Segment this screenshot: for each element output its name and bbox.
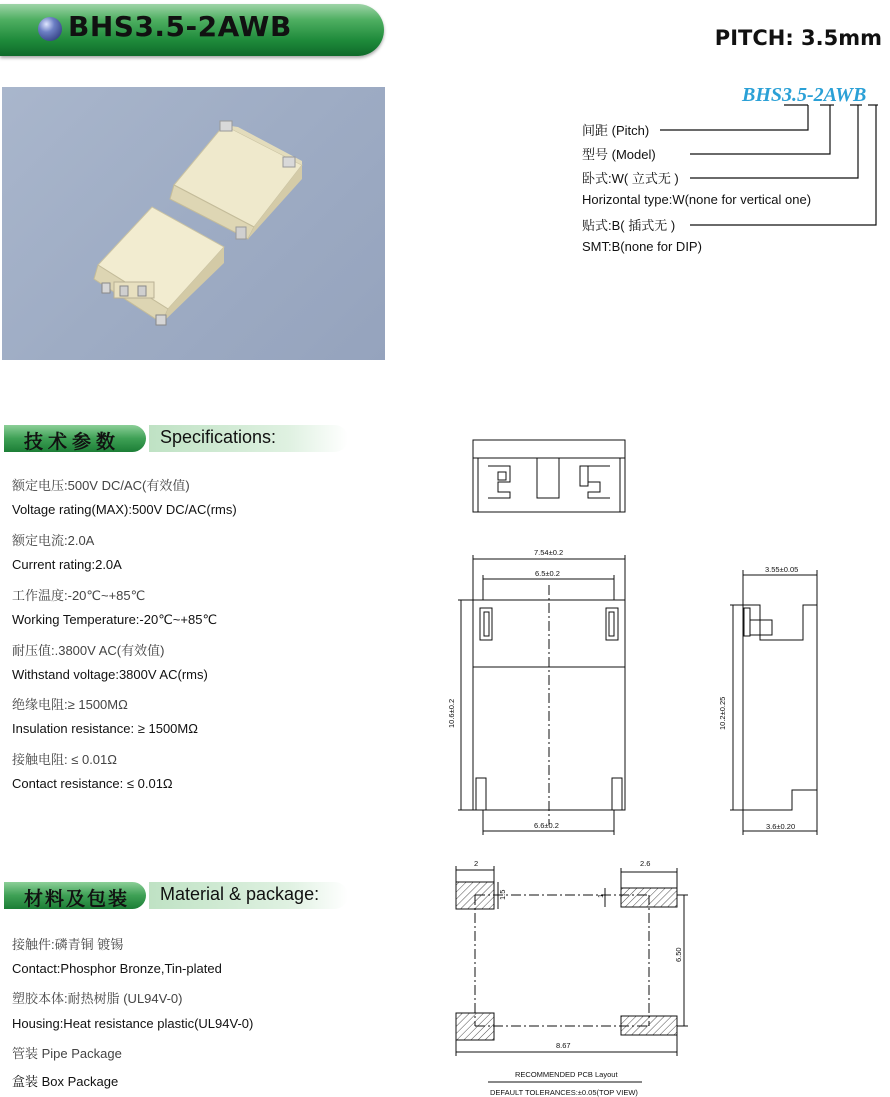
specifications-header-cn-tab [4, 425, 146, 452]
legend-horizontal-en: Horizontal type:W(none for vertical one) [582, 192, 812, 207]
specifications-title-en: Specifications: [160, 427, 277, 447]
pitch-label: PITCH: 3.5mm [714, 26, 882, 50]
pcb-vertical: 6.50 [674, 947, 683, 962]
side-view [730, 570, 817, 835]
dim-side-height: 10.2±0.25 [718, 696, 727, 730]
spec-voltage-cn: 额定电压:500V DC/AC(有效值) [12, 478, 190, 493]
dim-bottom-width: 6.6±0.2 [534, 821, 559, 830]
front-view [473, 440, 625, 512]
bullet-icon [38, 17, 62, 41]
material-pipe-package: 管装 Pipe Package [12, 1046, 122, 1061]
pcb-pad-gap: 1 [596, 893, 605, 898]
dim-height-left: 10.6±0.2 [447, 698, 456, 728]
legend-model-code: BHS3.5-2AWB [742, 84, 867, 106]
legend-smt-en: SMT:B(none for DIP) [582, 239, 702, 254]
connector-lower [94, 207, 224, 325]
dim-side-top: 3.55±0.05 [765, 565, 799, 574]
legend-leader-lines [650, 100, 890, 230]
specifications-header-en-tab [149, 425, 348, 452]
spec-withstand-cn: 耐压值:.3800V AC(有效值) [12, 643, 165, 658]
pcb-layout [456, 866, 688, 1082]
material-title-en: Material & package: [160, 884, 320, 904]
material-housing-cn: 塑胶本体:耐热树脂 (UL94V-0) [12, 991, 183, 1006]
tolerance-caption: DEFAULT TOLERANCES:±0.05(TOP VIEW) [490, 1088, 638, 1097]
spec-insulation-cn: 绝缘电阻:≥ 1500MΩ [12, 697, 128, 712]
spec-current-en: Current rating:2.0A [12, 557, 122, 572]
connector-upper [170, 121, 302, 239]
specifications-title-cn: 技术参数 [24, 432, 121, 453]
material-title-cn: 材料及包装 [24, 889, 130, 910]
pcb-horizontal: 8.67 [556, 1041, 571, 1050]
top-view [458, 555, 625, 835]
spec-voltage-en: Voltage rating(MAX):500V DC/AC(rms) [12, 502, 237, 517]
dim-inner-width: 6.5±0.2 [535, 569, 560, 578]
technical-drawing [430, 430, 890, 1097]
spec-temperature-cn: 工作温度:-20℃~+85℃ [12, 588, 146, 603]
spec-current-cn: 额定电流:2.0A [12, 533, 95, 548]
product-title: BHS3.5-2AWB [68, 10, 292, 43]
material-contact-cn: 接触件:磷青铜 镀锡 [12, 937, 124, 952]
dim-top-width: 7.54±0.2 [534, 548, 564, 557]
spec-insulation-en: Insulation resistance: ≥ 1500MΩ [12, 721, 198, 736]
material-contact-en: Contact:Phosphor Bronze,Tin-plated [12, 961, 222, 976]
spec-contact-resistance-en: Contact resistance: ≤ 0.01Ω [12, 776, 173, 791]
pcb-pad-width: 2 [474, 859, 479, 868]
pcb-caption: RECOMMENDED PCB Layout [515, 1070, 618, 1079]
legend-pitch: 间距 (Pitch) [582, 123, 650, 138]
material-box-package: 盒装 Box Package [12, 1074, 119, 1089]
spec-withstand-en: Withstand voltage:3800V AC(rms) [12, 667, 208, 682]
connector-photo-illustration [2, 87, 385, 360]
material-housing-en: Housing:Heat resistance plastic(UL94V-0) [12, 1016, 254, 1031]
pcb-pad-height: 1.5 [498, 889, 507, 900]
dim-side-bottom: 3.6±0.20 [766, 822, 796, 831]
material-header-en-tab [149, 882, 348, 909]
legend-model: 型号 (Model) [582, 147, 656, 162]
pcb-pad-width-right: 2.6 [640, 859, 651, 868]
spec-contact-resistance-cn: 接触电阻: ≤ 0.01Ω [12, 752, 117, 767]
material-header [4, 882, 348, 909]
product-photo [2, 87, 385, 360]
material-header-cn-tab [4, 882, 146, 909]
legend-smt-cn: 贴式:B( 插式无 ) [582, 218, 676, 233]
specifications-header [4, 425, 348, 452]
legend-horizontal-cn: 卧式:W( 立式无 ) [582, 171, 679, 186]
dimension-labels [447, 548, 798, 1097]
spec-temperature-en: Working Temperature:-20℃~+85℃ [12, 612, 218, 627]
